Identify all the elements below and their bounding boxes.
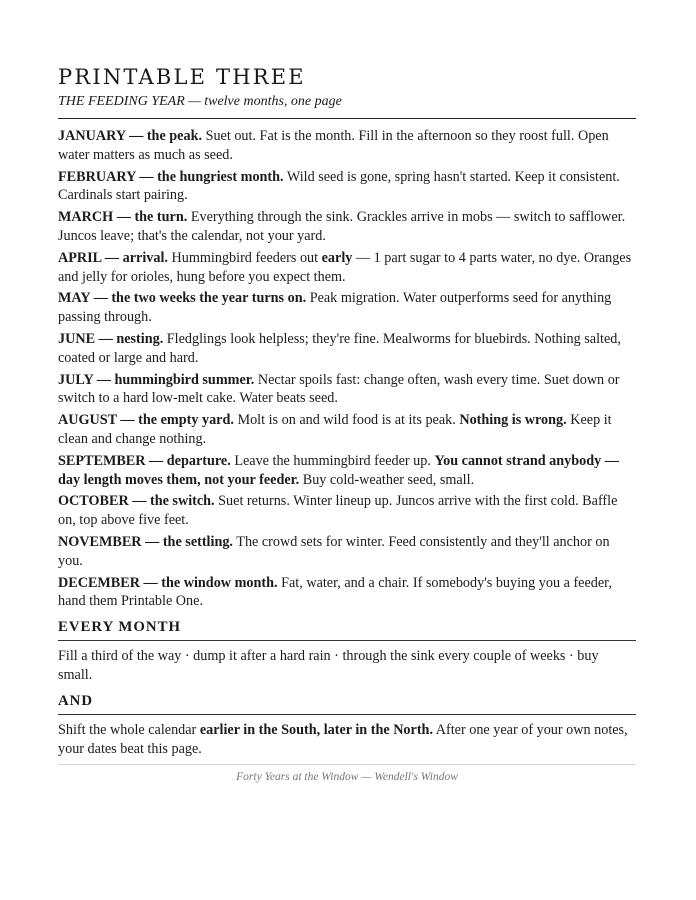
- month-heading: JULY — hummingbird summer.: [58, 371, 255, 388]
- page-subtitle: THE FEEDING YEAR — twelve months, one page: [58, 94, 342, 109]
- month-entry-august: [58, 411, 634, 449]
- month-entry-october: [58, 492, 634, 530]
- month-heading: NOVEMBER — the settling.: [58, 533, 233, 550]
- month-heading: MAY — the two weeks the year turns on.: [58, 290, 307, 307]
- month-heading: MARCH — the turn.: [58, 209, 188, 226]
- month-emphasis: early: [321, 249, 353, 266]
- month-entry-march: [58, 208, 634, 246]
- month-heading: APRIL — arrival.: [58, 249, 168, 266]
- month-entry-february: [58, 168, 634, 206]
- month-text: Suet returns. Winter lineup up. Juncos arrive with the first cold. Baffle on, top above five feet.: [58, 493, 618, 529]
- page-title: PRINTABLE THREE: [58, 65, 306, 89]
- month-heading: FEBRUARY — the hungriest month.: [58, 168, 284, 185]
- month-text: Buy cold-weather seed, small.: [299, 471, 475, 488]
- month-entry-june: [58, 330, 634, 368]
- month-heading: DECEMBER — the window month.: [58, 574, 278, 591]
- month-text: Fledglings look helpless; they're fine. Mealworms for bluebirds. Nothing salted, coated or large and hard.: [58, 330, 621, 366]
- month-entry-september: [58, 452, 634, 490]
- and-heading: AND: [58, 692, 94, 709]
- and-text-part: After one year of your own notes, your dates beat this page.: [58, 721, 628, 757]
- month-text: Leave the hummingbird feeder up.: [230, 452, 435, 469]
- month-emphasis: Nothing is wrong.: [459, 412, 567, 429]
- month-text: Molt is on and wild food is at its peak.: [233, 412, 460, 429]
- month-entry-november: [58, 533, 634, 571]
- month-text: Hummingbird feeders out: [167, 249, 322, 266]
- footer-rule: [58, 764, 636, 765]
- page-footer: Forty Years at the Window — Wendell's Window: [236, 771, 458, 784]
- month-heading: AUGUST — the empty yard.: [58, 412, 234, 429]
- month-entry-july: [58, 371, 634, 409]
- month-heading: SEPTEMBER — departure.: [58, 452, 231, 469]
- month-entry-december: [58, 574, 634, 612]
- month-entry-april: [58, 249, 634, 287]
- month-emphasis: You cannot strand anybody — day length moves them, not your feeder.: [58, 452, 619, 488]
- month-text: Suet out. Fat is the month. Fill in the afternoon so they roost full. Open water matters as much as seed.: [58, 128, 609, 163]
- month-list: [58, 127, 634, 611]
- month-heading: OCTOBER — the switch.: [58, 493, 215, 510]
- month-text: — 1 part sugar to 4 parts water, no dye. Oranges and jelly for orioles, hung before you expect them.: [58, 249, 632, 285]
- every-month-heading: EVERY MONTH: [58, 619, 181, 636]
- and-emphasis: earlier in the South, later in the North.: [199, 721, 433, 738]
- title-rule: [58, 118, 636, 119]
- month-text: Peak migration. Water outperforms seed for anything passing through.: [58, 290, 612, 326]
- every-month-text: Fill a third of the way · dump it after a hard rain · through the sink every couple of weeks · buy small.: [58, 648, 599, 683]
- month-heading: JUNE — nesting.: [58, 330, 164, 347]
- and-text-part: Shift the whole calendar: [58, 721, 200, 738]
- and-rule: [58, 714, 636, 715]
- month-entry-january: [58, 127, 634, 165]
- month-text: Wild seed is gone, spring hasn't started. Keep it consistent. Cardinals start pairing.: [58, 168, 620, 204]
- month-text: Keep it clean and change nothing.: [58, 412, 612, 447]
- month-text: Everything through the sink. Grackles arrive in mobs — switch to safflower. Juncos leave; that's the calendar, not your yard.: [58, 209, 626, 244]
- every-month-rule: [58, 640, 636, 641]
- month-heading: JANUARY — the peak.: [58, 128, 203, 144]
- month-text: Fat, water, and a chair. If somebody's buying you a feeder, hand them Printable One.: [58, 574, 612, 610]
- month-entry-may: [58, 289, 634, 327]
- and-text: [58, 721, 634, 759]
- month-text: Nectar spoils fast: change often, wash every time. Suet down or switch to a hard low-melt cake. Water beats seed.: [58, 371, 620, 407]
- month-text: The crowd sets for winter. Feed consistently and they'll anchor on you.: [58, 533, 610, 569]
